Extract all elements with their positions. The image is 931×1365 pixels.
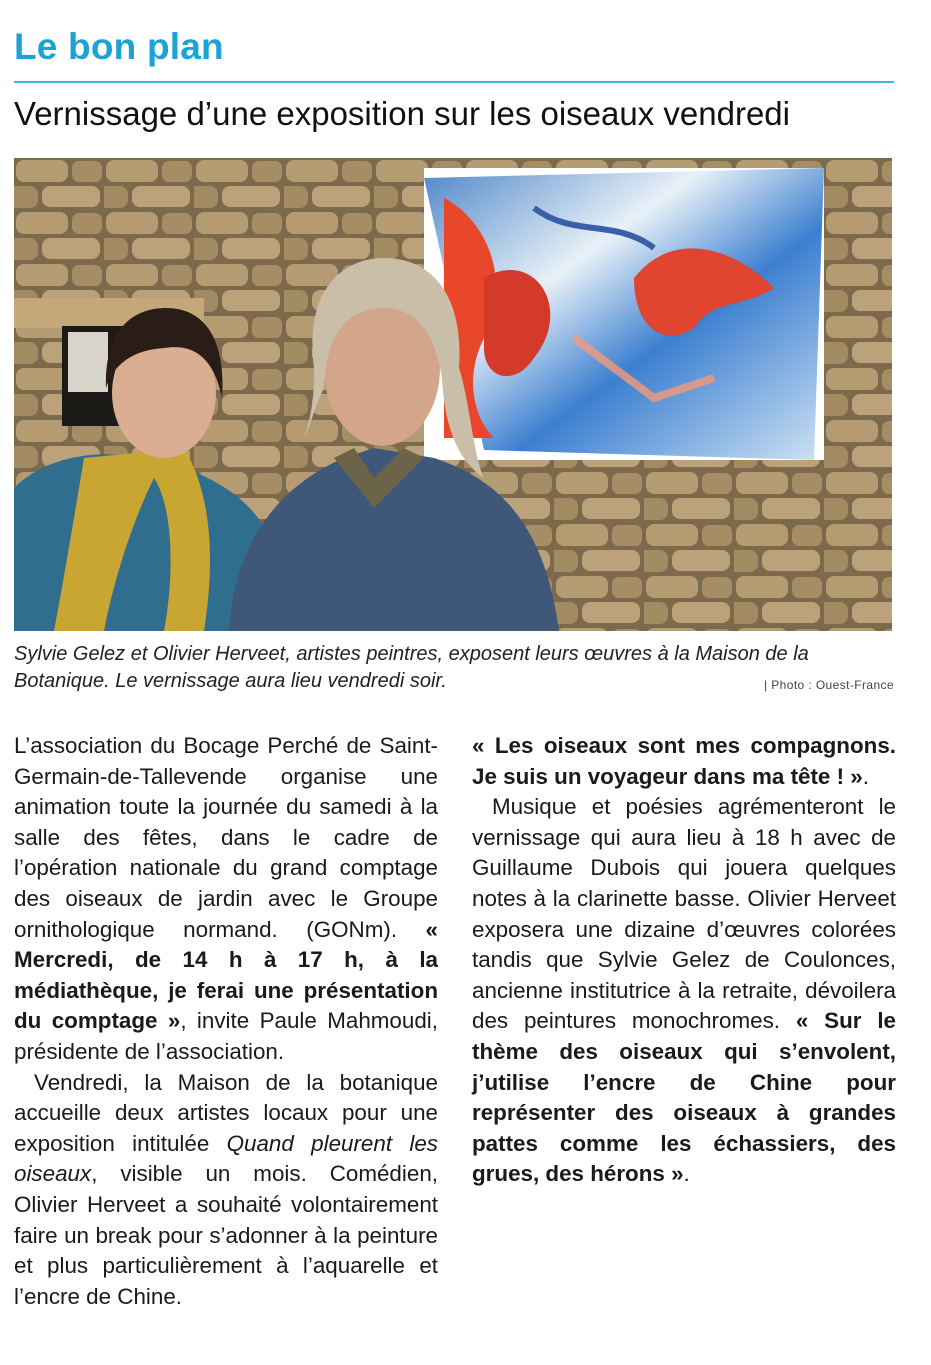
- exhibition-title: Quand pleurent les oiseaux: [14, 1130, 438, 1187]
- article-column-2: [472, 731, 896, 1190]
- rubric-rule: [14, 81, 894, 83]
- paragraph-2: [14, 1068, 438, 1313]
- p3-text-end: .: [683, 1161, 690, 1187]
- headline: Vernissage d’une exposition sur les oiseaux vendredi: [14, 95, 790, 132]
- article-column-1: [14, 731, 438, 1312]
- caption-text: Sylvie Gelez et Olivier Herveet, artistes peintres, exposent leurs œuvres à la Maison de la Botanique. Le vernissage aura lieu vendredi soir.: [14, 643, 809, 692]
- p3-quote: « Sur le thème des oiseaux qui s’envolent, j’utilise l’encre de Chine pour représenter des oiseaux à grandes pattes comme les échassiers, des grues, des hérons »: [472, 1008, 896, 1187]
- paragraph-3: [472, 792, 896, 1190]
- p2-quote: « Les oiseaux sont mes compagnons. Je suis un voyageur dans ma tête ! »: [472, 733, 896, 789]
- p3-text: Musique et poésies agrémenteront le vernissage qui aura lieu à 18 h avec de Guillaume Dubois qui jouera quelques notes à la clarinette basse. Olivier Herveet exposera une dizaine d’œuvres colorées tandis que Sylvie Gelez de Coulonces, ancienne institutrice à la retraite, dévoilera des peintures monochromes.: [472, 794, 896, 1034]
- p1-quote: « Mercredi, de 14 h à 17 h, à la médiathèque, je ferai une présentation du comptage »: [14, 916, 438, 1034]
- p2-text-end: .: [862, 763, 869, 789]
- p2-text-mid: , visible un mois. Comédien, Olivier Herveet a souhaité volontairement faire un break pour s’adonner à la peinture et plus particulièrement à l’aquarelle et l’encre de Chine.: [14, 1161, 438, 1309]
- photo-caption: [14, 641, 894, 695]
- paragraph-1: [14, 731, 438, 1068]
- photo-credit: | Photo : Ouest-France: [764, 678, 894, 692]
- paragraph-2-continued: [472, 731, 896, 792]
- p1-text-end: , invite Paule Mahmoudi, présidente de l’association.: [14, 1008, 438, 1064]
- article-photo: [14, 158, 892, 631]
- painting: [424, 168, 824, 460]
- p2-text: Vendredi, la Maison de la botanique accueille deux artistes locaux pour une exposition intitulée: [14, 1069, 438, 1156]
- p1-text: L’association du Bocage Perché de Saint-Germain-de-Tallevende organise une animation toute la journée du samedi à la salle des fêtes, dans le cadre de l’opération nationale du grand comptage des oiseaux de jardin avec le Groupe ornithologique normand. (GONm).: [14, 733, 438, 942]
- rubric-title: Le bon plan: [14, 26, 224, 67]
